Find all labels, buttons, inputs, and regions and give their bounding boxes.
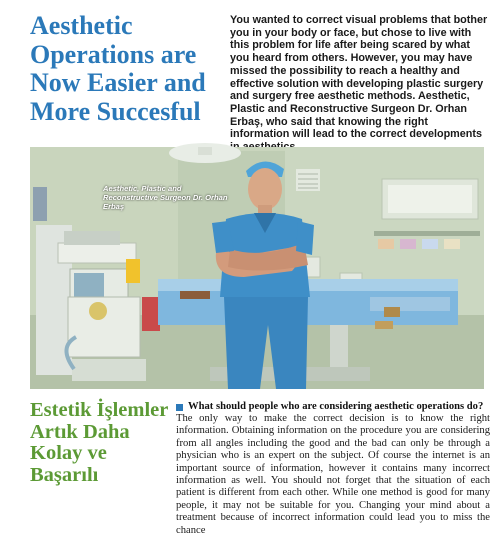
article-title-tr: Estetik İşlemler Artık Daha Kolay ve Başarılı [30,399,168,486]
article-intro: You wanted to correct visual problems that bother you in your body or face, but chose to live with this problem for life after being scared by what you heard from others. However, you may have missed the possibility to reach a healthy and effective solution with developing plastic surgery and surgery free aesthetic methods. Aesthetic, Plastic and Reconstructive Surgeon Dr. Orhan Erbaş, who said that knowing the right information will lead to the correct developments [230,14,488,141]
photo-caption: Aesthetic, Plastic and Reconstructive Surgeon Dr. Orhan Erbaş [103,184,228,212]
article-body: The only way to make the correct decision is to know the right information. Obtaining information on the procedure you are considering from all angles including the good and the bad can only be through a physician who is an expert on the subject. Of course the internet is an important source of information, however it contains many incorrect information as well. You should not forget that the situation of each patient is different from each other. While one method is good for many people, it may not be suitable for you. Changing your mind about a treatment because of incorrect information could lead you to miss the chance [176,413,490,536]
question-bullet-icon [176,404,183,411]
question-heading: What should people who are considering aesthetic operations do? [188,401,484,412]
article-title-en: Aesthetic Operations are Now Easier and More Succesful [30,11,206,126]
surgeon-photo [30,147,484,389]
operating-room-illustration [30,147,484,389]
